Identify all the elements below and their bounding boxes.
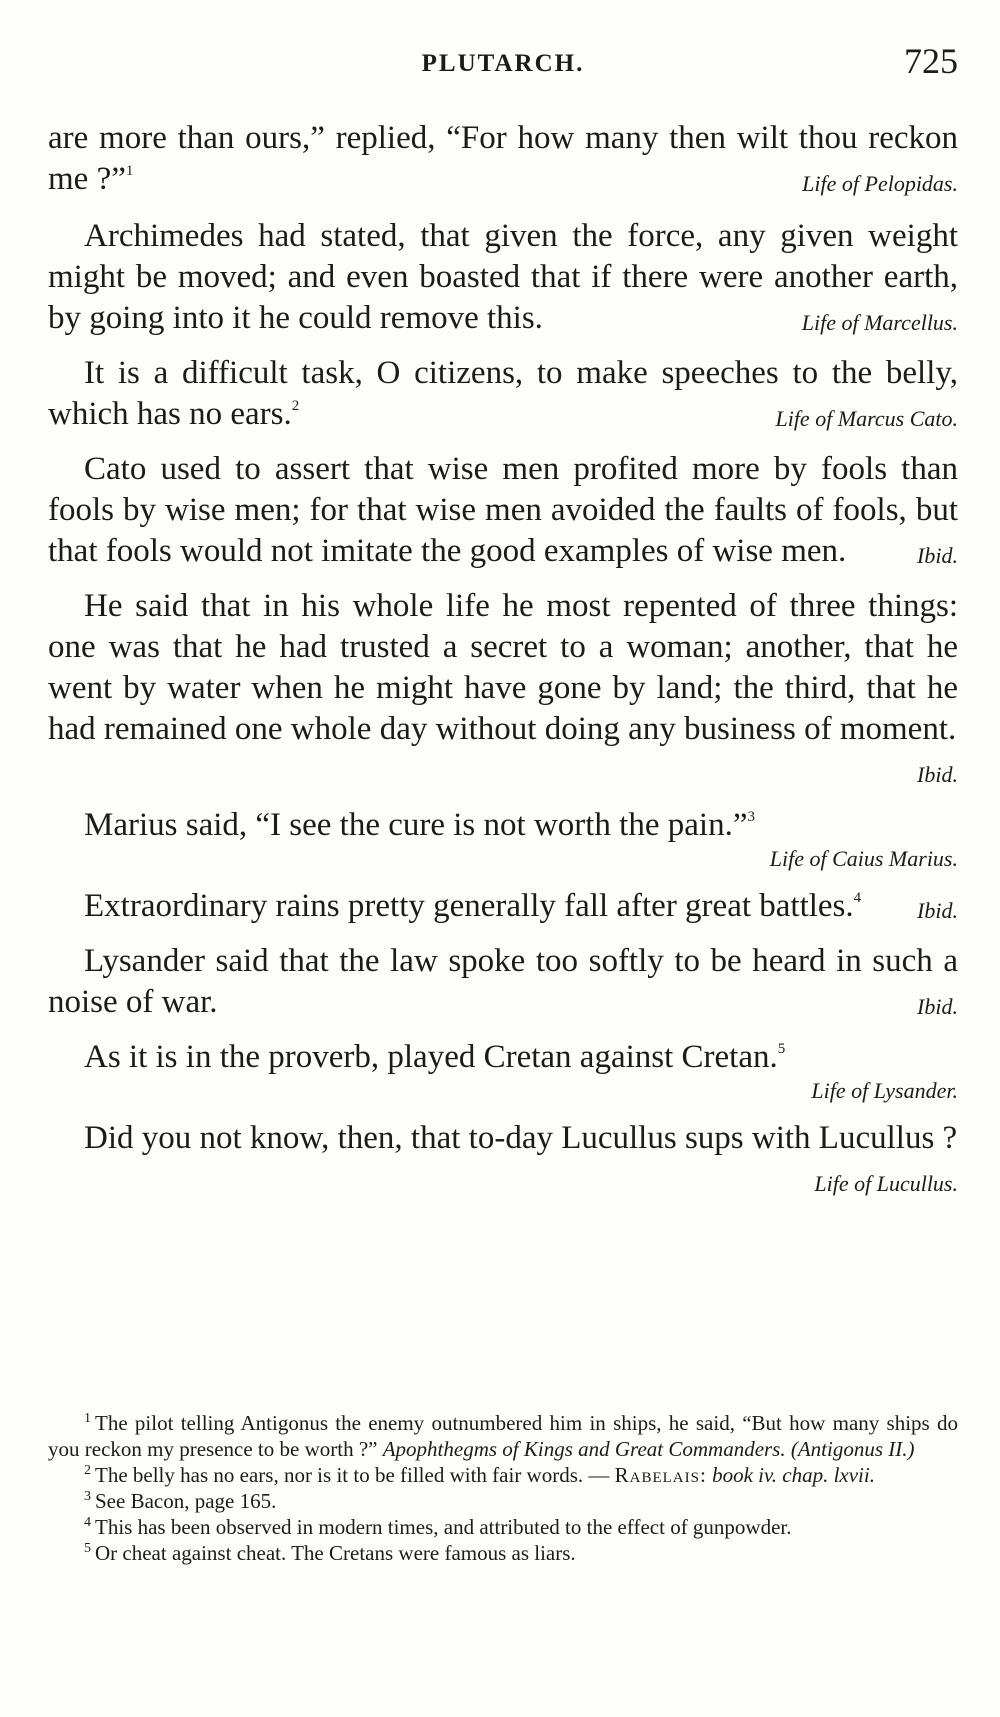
footnote-text: The belly has no ears, nor is it to be filled with fair words. — (95, 1463, 610, 1487)
quotation-text: It is a difficult task, O citizens, to make speeches to the belly, which has no ears. (48, 355, 958, 432)
footnote-ref: 1 (125, 163, 134, 179)
page-header (48, 40, 958, 92)
quotation-text: Marius said, “I see the cure is not worth the pain.” (84, 807, 748, 843)
quotation-source: Life of Marcellus. (801, 310, 958, 335)
footnote-number: 3 (84, 1489, 91, 1504)
footnote-ref: 3 (747, 809, 755, 825)
footnote (48, 1410, 958, 1462)
quotation-list (48, 118, 958, 1214)
quotation-text: Archimedes had stated, that given the force, any given weight might be moved; and even boasted that if there were another earth, by going into it he could remove this. (48, 218, 958, 336)
footnote-ref: 5 (777, 1041, 786, 1057)
footnote-number: 2 (84, 1463, 91, 1478)
quotation-text: Did you not know, then, that to-day Lucullus sups with Lucullus ? (84, 1120, 958, 1156)
quotation-source: Life of Lysander. (811, 1078, 958, 1103)
footnote-text: See Bacon, page 165. (95, 1489, 277, 1513)
running-title: PLUTARCH. (421, 50, 585, 77)
quotation-entry (48, 216, 958, 339)
footnote-ref: 2 (291, 398, 300, 414)
footnote-citation: book iv. chap. lxvii. (712, 1463, 875, 1487)
footnote-number: 5 (84, 1541, 91, 1556)
quotation-entry (48, 941, 958, 1023)
footnote-number: 4 (84, 1515, 91, 1530)
quotation-text: As it is in the proverb, played Cretan against Cretan. (84, 1039, 778, 1075)
quotation-text: are more than ours,” replied, “For how many then wilt thou reckon me ?” (48, 120, 958, 197)
quotation-entry (48, 353, 958, 435)
footnote (48, 1540, 958, 1566)
quotation-text: Extraordinary rains pretty generally fall after great battles. (84, 888, 854, 924)
quotation-entry (48, 118, 958, 200)
quotation-source: Life of Caius Marius. (769, 846, 958, 871)
footnote-ref: 4 (853, 890, 862, 906)
quotation-entry (48, 1037, 958, 1104)
footnote-author: Rabelais: (614, 1463, 707, 1487)
quotation-source: Ibid. (917, 762, 958, 787)
quotation-entry (48, 1118, 958, 1200)
footnote-citation-extra: (Antigonus II.) (790, 1437, 915, 1461)
quotation-entry (48, 886, 958, 927)
quotation-text: Cato used to assert that wise men profited more by fools than fools by wise men; for that wise men avoided the faults of fools, but that fools would not imitate the good examples of wise men. (48, 451, 958, 569)
quotation-source: Ibid. (917, 898, 958, 923)
quotation-entry (48, 449, 958, 572)
quotation-text: He said that in his whole life he most repented of three things: one was that he had trusted a secret to a woman; another, that he went by water when he might have gone by land; the third, that he had remained one whole day without doing any business of moment. (48, 588, 958, 747)
footnote-citation: Apophthegms of Kings and Great Commanders. (382, 1437, 786, 1461)
footnote (48, 1514, 958, 1540)
footnote (48, 1462, 958, 1488)
footnote-text: This has been observed in modern times, and attributed to the effect of gunpowder. (95, 1515, 792, 1539)
page-number: 725 (904, 41, 958, 81)
footnote-text: The pilot telling Antigonus the enemy outnumbered him in ships, he said, “But how many ships do you reckon my presence to be worth ?” (48, 1411, 958, 1461)
quotation-source: Ibid. (917, 994, 958, 1019)
quotation-source: Life of Pelopidas. (802, 171, 958, 196)
quotation-source: Life of Marcus Cato. (775, 406, 958, 431)
footnote-number: 1 (84, 1411, 91, 1426)
quotation-text: Lysander said that the law spoke too softly to be heard in such a noise of war. (48, 943, 958, 1020)
quotation-source: Ibid. (917, 543, 958, 568)
quotation-entry (48, 805, 958, 872)
footnote (48, 1488, 958, 1514)
footnotes (48, 1410, 958, 1566)
footnote-text: Or cheat against cheat. The Cretans were famous as liars. (95, 1541, 576, 1565)
quotation-source: Life of Lucullus. (814, 1171, 958, 1196)
quotation-entry (48, 586, 958, 791)
